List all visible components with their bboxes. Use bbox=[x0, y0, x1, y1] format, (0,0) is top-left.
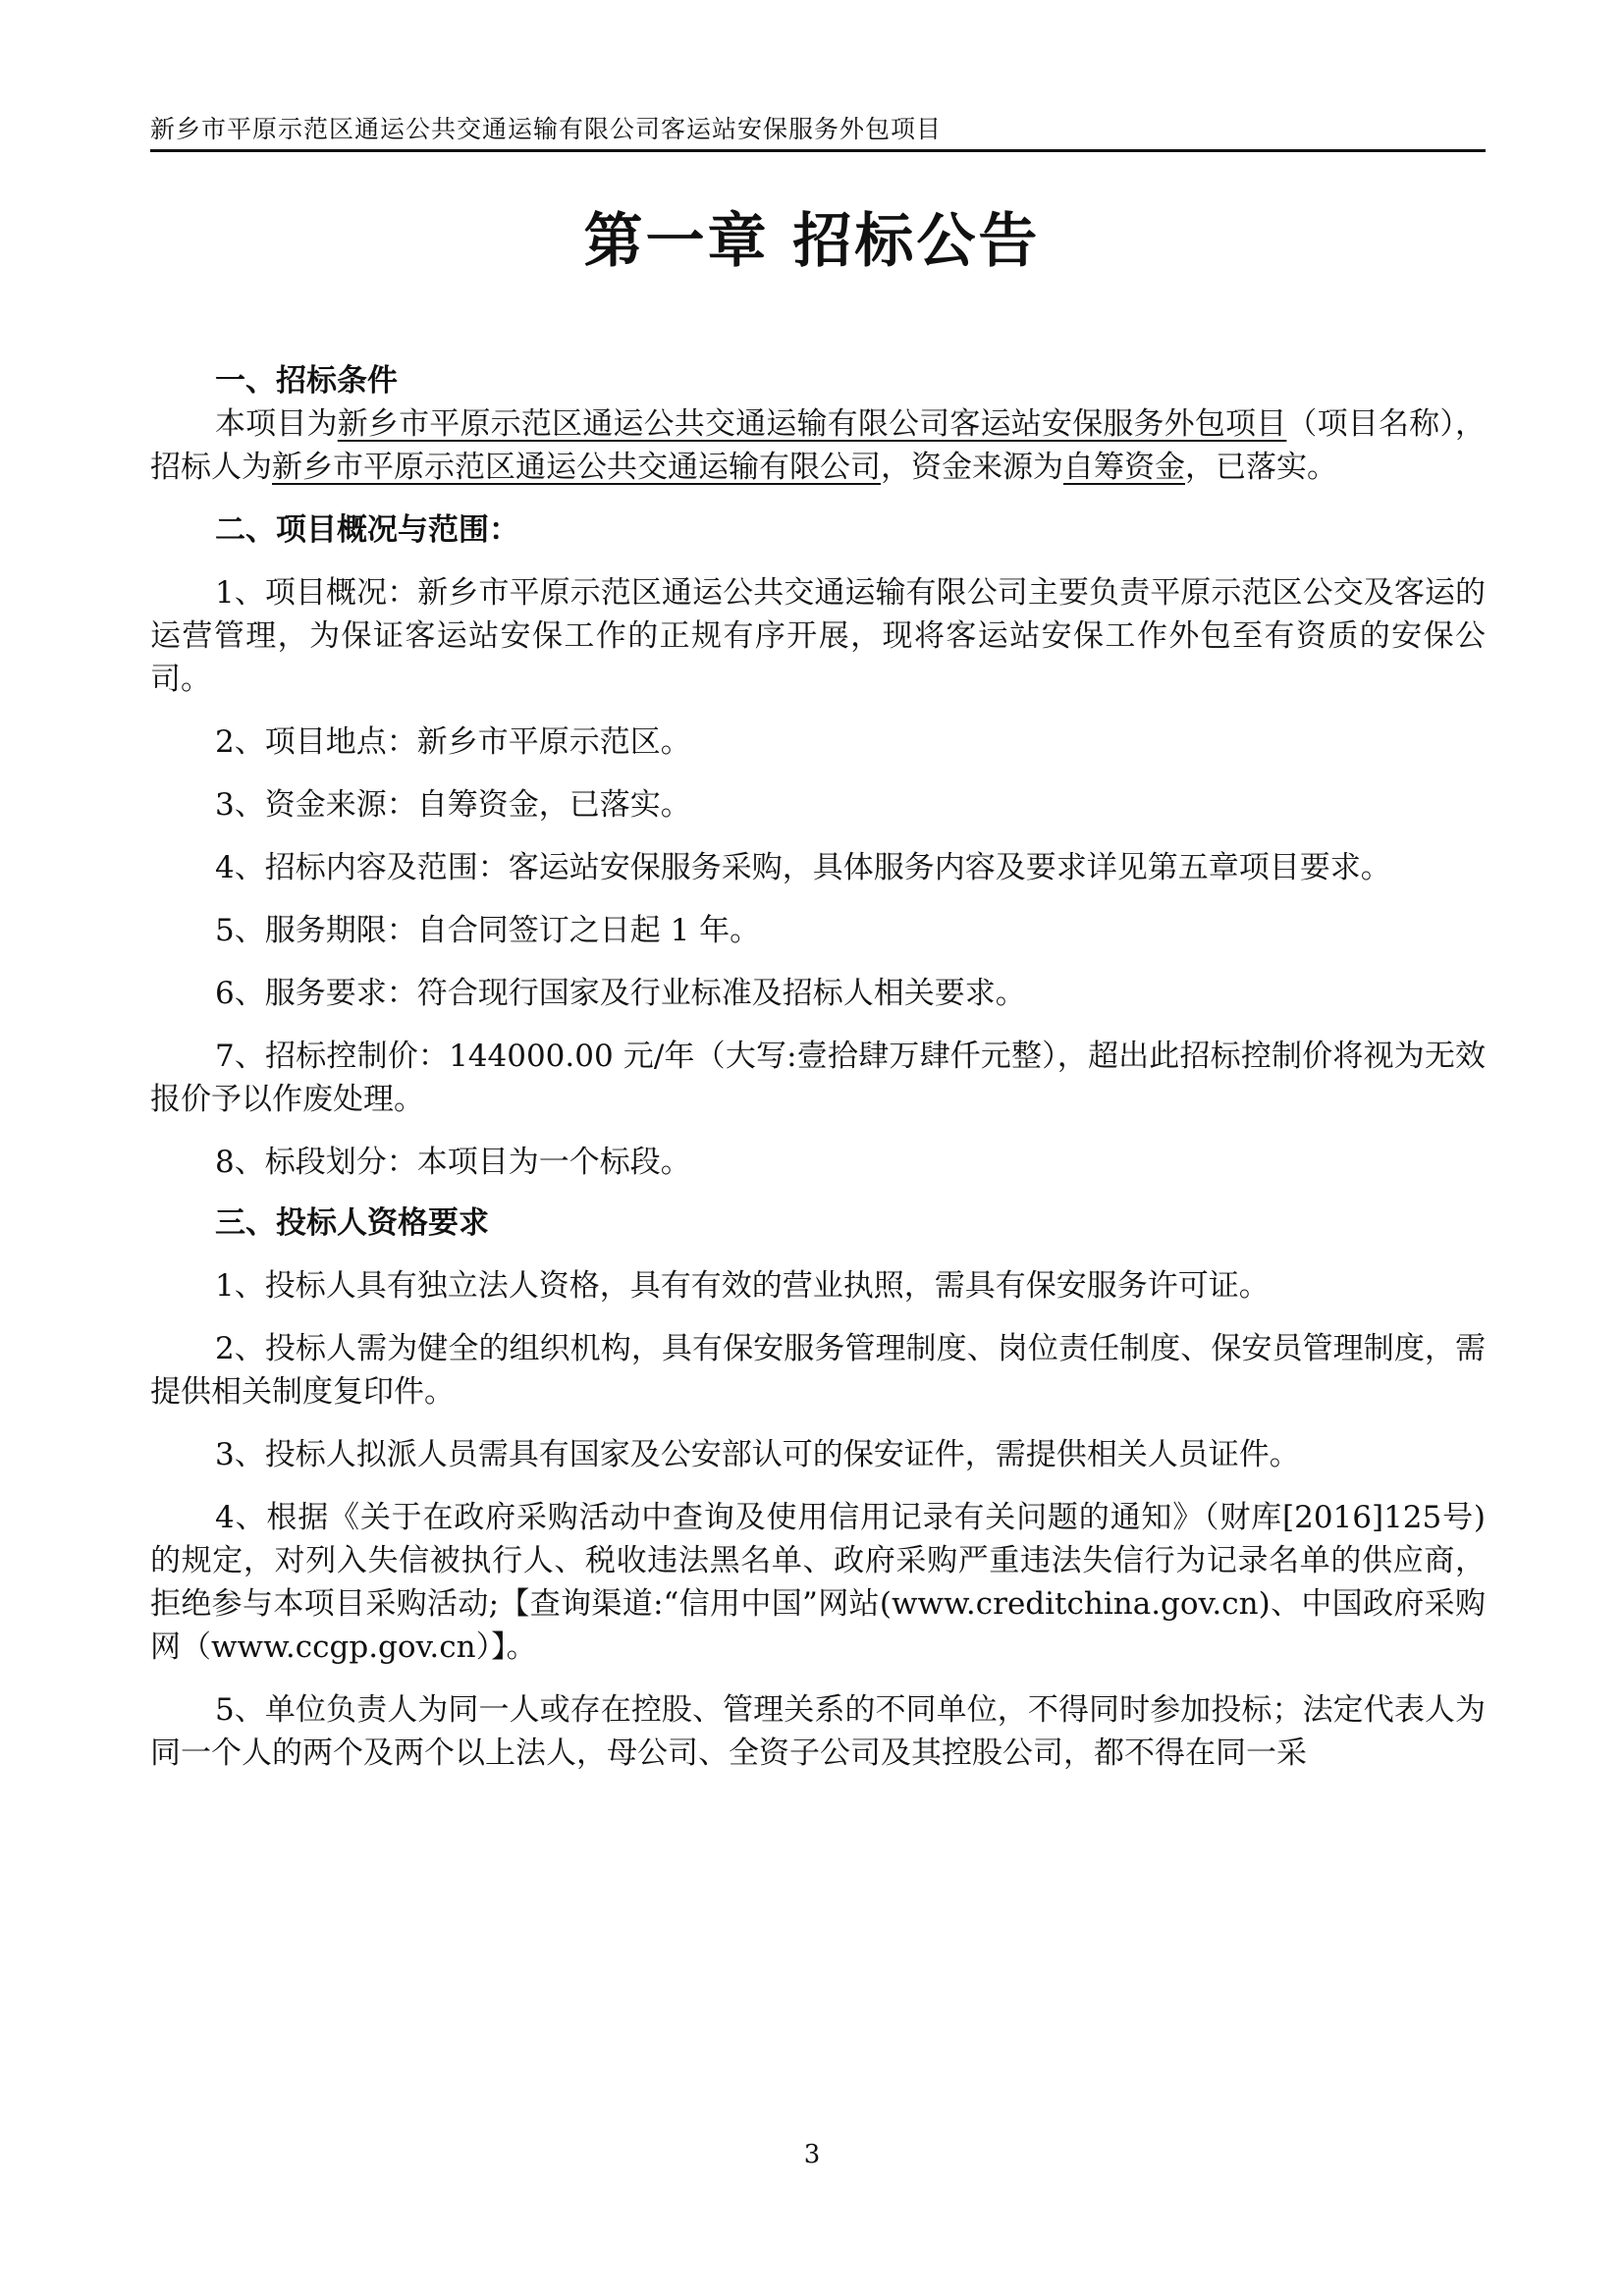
section-paragraph bbox=[150, 402, 1486, 489]
section-heading: 二、项目概况与范围： bbox=[215, 512, 519, 548]
project-name-field: 新乡市平原示范区通运公共交通运输有限公司客运站安保服务外包项目 bbox=[337, 406, 1287, 442]
list-item: 5、服务期限：自合同签订之日起 1 年。 bbox=[215, 913, 761, 948]
list-item: 3、资金来源：自筹资金，已落实。 bbox=[215, 787, 691, 823]
list-item: 1、投标人具有独立法人资格，具有有效的营业执照，需具有保安服务许可证。 bbox=[215, 1268, 1270, 1304]
list-item: 2、项目地点：新乡市平原示范区。 bbox=[215, 724, 691, 760]
text-run: 本项目为 bbox=[215, 406, 338, 442]
list-item: 3、投标人拟派人员需具有国家及公安部认可的保安证件，需提供相关人员证件。 bbox=[215, 1437, 1300, 1472]
text-run: ，已落实。 bbox=[1185, 450, 1337, 485]
list-item: 4、根据《关于在政府采购活动中查询及使用信用记录有关问题的通知》（财库[2016]125号)的规定，对列入失信被执行人、税收违法黑名单、政府采购严重违法失信行为记录名单的供应商，拒绝参与本项目采购活动;【查询渠道:“信用中国”网站(www.creditchina.gov.cn)、中国政府采购网（www.ccgp.gov.cn）】。 bbox=[150, 1500, 1486, 1665]
list-item: 4、招标内容及范围：客运站安保服务采购，具体服务内容及要求详见第五章项目要求。 bbox=[215, 850, 1391, 885]
list-item: 8、标段划分：本项目为一个标段。 bbox=[215, 1145, 691, 1180]
chapter-title: 第一章 招标公告 bbox=[583, 207, 1041, 276]
list-item: 5、单位负责人为同一人或存在控股、管理关系的不同单位，不得同时参加投标；法定代表人为同一个人的两个及两个以上法人，母公司、全资子公司及其控股公司，都不得在同一采 bbox=[150, 1692, 1486, 1771]
document-body bbox=[150, 359, 1486, 1775]
list-item: 7、招标控制价：144000.00 元/年（大写:壹拾肆万肆仟元整），超出此招标控制价将视为无效报价予以作废处理。 bbox=[150, 1039, 1486, 1117]
funding-field: 自筹资金 bbox=[1063, 450, 1185, 485]
text-run: ，资金来源为 bbox=[881, 450, 1063, 485]
section-heading: 一、招标条件 bbox=[215, 363, 398, 399]
list-item: 6、服务要求：符合现行国家及行业标准及招标人相关要求。 bbox=[215, 976, 1026, 1011]
section-heading: 三、投标人资格要求 bbox=[215, 1205, 489, 1241]
header-rule bbox=[150, 149, 1486, 152]
page-number: 3 bbox=[803, 2140, 821, 2169]
text-run: （项目名称），招标人为 bbox=[150, 406, 1487, 485]
tenderer-field: 新乡市平原示范区通运公共交通运输有限公司 bbox=[272, 450, 881, 485]
list-item: 1、项目概况：新乡市平原示范区通运公共交通运输有限公司主要负责平原示范区公交及客运的运营管理，为保证客运站安保工作的正规有序开展，现将客运站安保工作外包至有资质的安保公司。 bbox=[150, 575, 1486, 697]
list-item: 2、投标人需为健全的组织机构，具有保安服务管理制度、岗位责任制度、保安员管理制度，需提供相关制度复印件。 bbox=[150, 1331, 1486, 1410]
running-header: 新乡市平原示范区通运公共交通运输有限公司客运站安保服务外包项目 bbox=[150, 115, 943, 143]
